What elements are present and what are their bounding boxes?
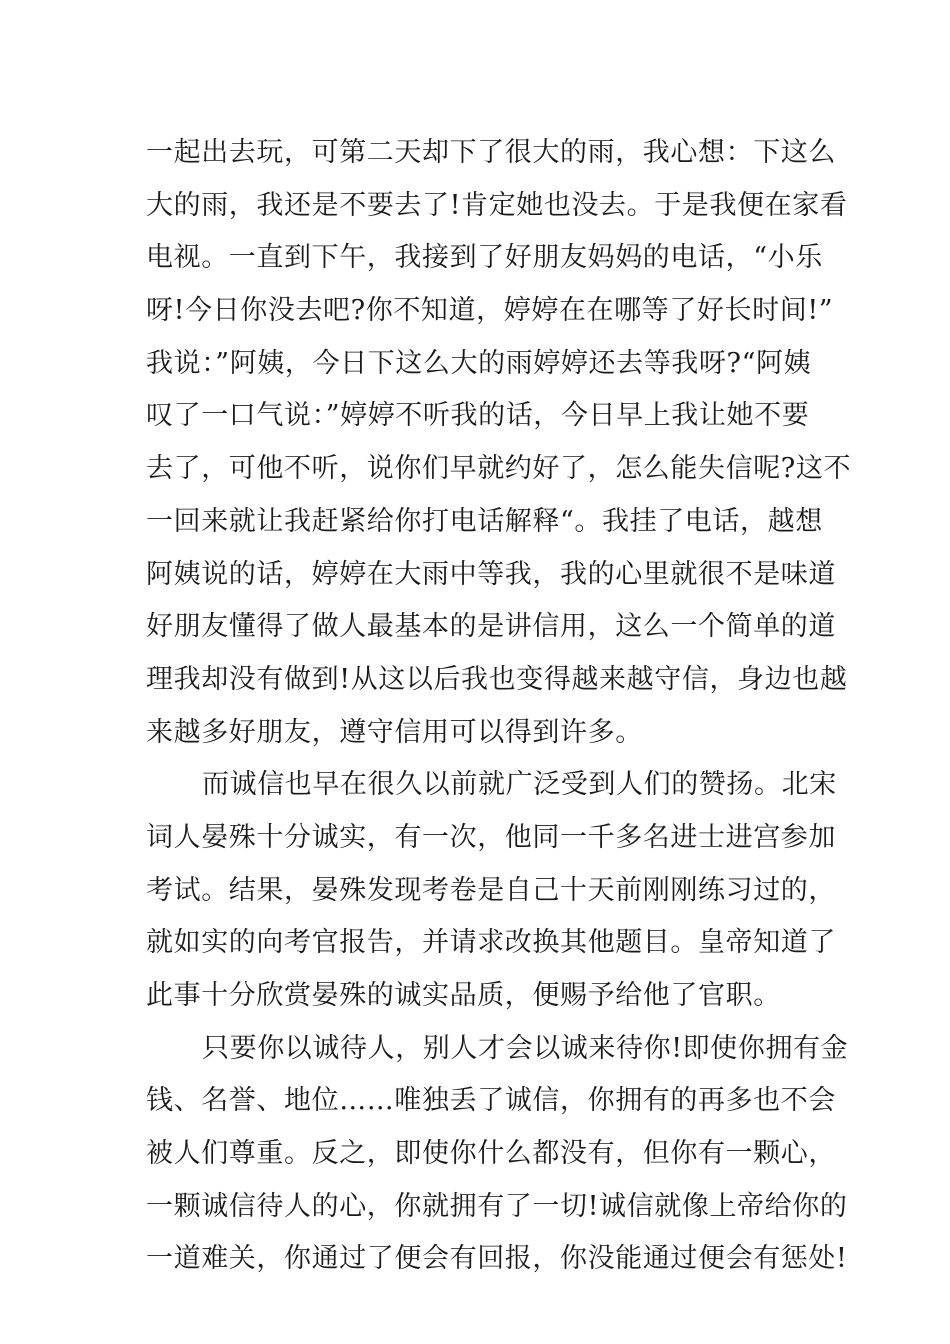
document-body xyxy=(146,127,852,1286)
text-line: 被人们尊重。反之，即使你什么都没有，但你有一颗心， xyxy=(146,1138,836,1170)
text-line: 好朋友懂得了做人最基本的是讲信用，这么一个简单的道 xyxy=(146,611,836,643)
text-line: 一道难关，你通过了便会有回报，你没能通过便会有惩处! xyxy=(146,1243,848,1275)
text-line: 就如实的向考官报告，并请求改换其他题目。皇帝知道了 xyxy=(146,927,836,959)
text-line: 此事十分欣赏晏殊的诚实品质，便赐予给他了官职。 xyxy=(146,980,781,1011)
text-line: 电视。一直到下午，我接到了好朋友妈妈的电话，“小乐 xyxy=(146,242,823,274)
text-line: 一起出去玩，可第二天却下了很大的雨，我心想：下这么 xyxy=(146,137,836,168)
text-line: 阿姨说的话，婷婷在大雨中等我，我的心里就很不是味道 xyxy=(146,558,836,590)
text-line: 一颗诚信待人的心，你就拥有了一切!诚信就像上帝给你的 xyxy=(146,1190,848,1222)
text-line: 词人晏殊十分诚实，有一次，他同一千多名进士进宫参加 xyxy=(146,821,836,853)
text-line: 去了，可他不听，说你们早就约好了，怎么能失信呢?这不 xyxy=(146,453,852,485)
text-line: 考试。结果，晏殊发现考卷是自己十天前刚刚练习过的， xyxy=(146,874,836,906)
text-line: 钱、名誉、地位……唯独丢了诚信，你拥有的再多也不会 xyxy=(146,1085,836,1117)
text-line: 呀!今日你没去吧?你不知道，婷婷在在哪等了好长时间!” xyxy=(146,295,834,327)
text-line: 大的雨，我还是不要去了!肯定她也没去。于是我便在家看 xyxy=(146,189,848,221)
text-line: 理我却没有做到!从这以后我也变得越来越守信，身边也越 xyxy=(146,663,848,695)
text-line: 一回来就让我赶紧给你打电话解释“。我挂了电话，越想 xyxy=(146,505,823,537)
paragraph-first-line: 只要你以诚待人，别人才会以诚来待你!即使你拥有金 xyxy=(202,1032,849,1064)
text-line: 叹了一口气说：”婷婷不听我的话，今日早上我让她不要 xyxy=(146,400,810,432)
text-line: 我说：”阿姨，今日下这么大的雨婷婷还去等我呀?“阿姨 xyxy=(146,347,812,379)
paragraph-first-line: 而诚信也早在很久以前就广泛受到人们的赞扬。北宋 xyxy=(202,769,837,801)
text-line: 来越多好朋友，遵守信用可以得到许多。 xyxy=(146,716,643,748)
